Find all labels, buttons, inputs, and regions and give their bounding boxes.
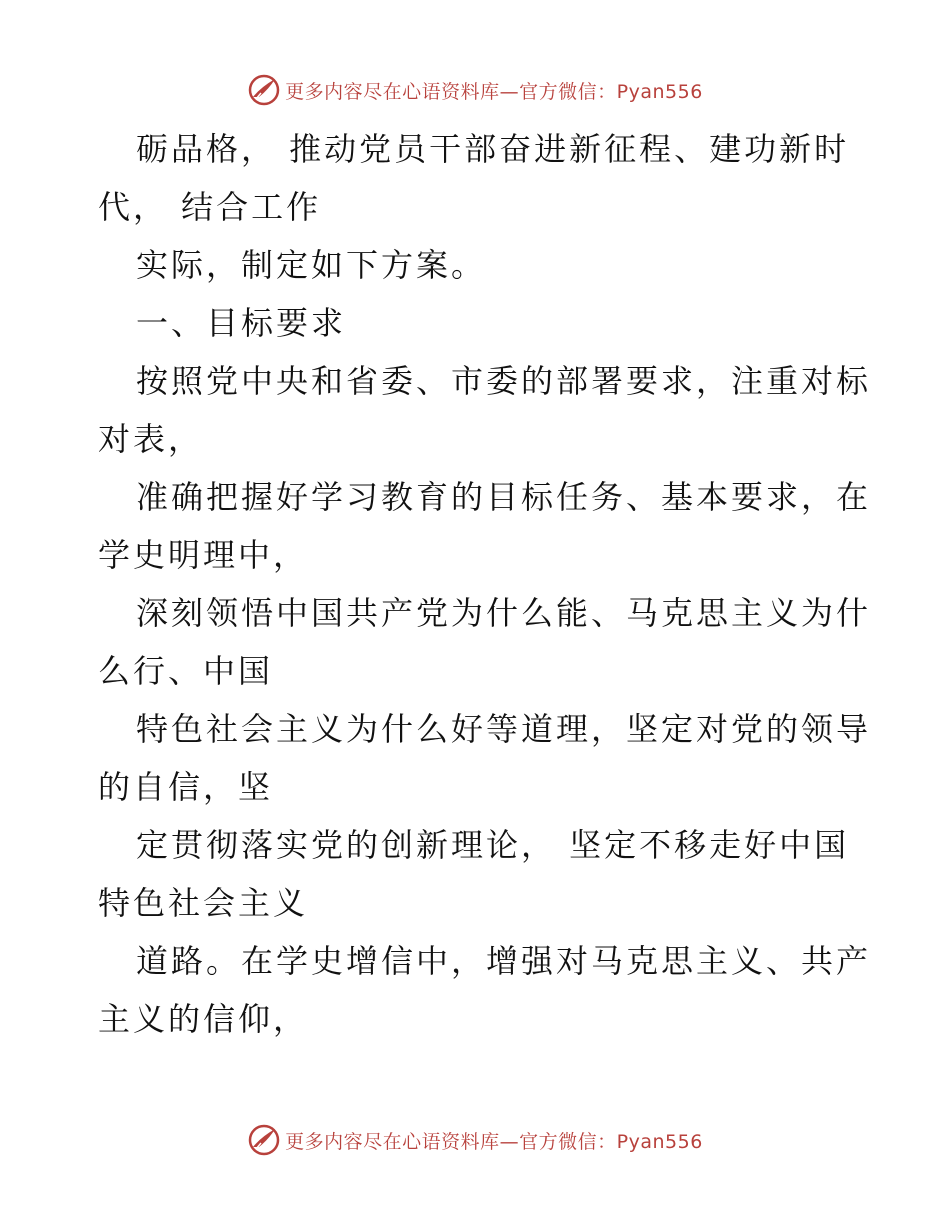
document-body	[98, 120, 872, 1048]
text-line: 实际，制定如下方案。	[136, 246, 487, 284]
text-line: 对表，	[98, 420, 204, 458]
text-line: 定贯彻落实党的创新理论， 坚定不移走好中国	[136, 826, 850, 864]
text-line: 道路。在学史增信中，增强对马克思主义、共产	[136, 942, 872, 980]
text-line: 砺品格， 推动党员干部奋进新征程、建功新时	[136, 130, 850, 168]
text-line: 的自信，坚	[98, 768, 274, 806]
text-line: 特色社会主义	[98, 884, 309, 922]
text-line: 学史明理中，	[98, 536, 309, 574]
section-heading: 一、目标要求	[136, 304, 347, 342]
header-banner-text: 更多内容尽在心语资料库—官方微信：Pyan556	[285, 80, 703, 103]
text-line: 么行、中国	[98, 652, 274, 690]
header-watermark-banner	[0, 70, 950, 110]
quill-logo-icon	[247, 73, 281, 107]
text-line: 准确把握好学习教育的目标任务、基本要求，在	[136, 478, 872, 516]
quill-logo-icon	[247, 1123, 281, 1157]
text-line: 特色社会主义为什么好等道理，坚定对党的领导	[136, 710, 872, 748]
text-line: 按照党中央和省委、市委的部署要求，注重对标	[136, 362, 872, 400]
text-line: 深刻领悟中国共产党为什么能、马克思主义为什	[136, 594, 872, 632]
footer-watermark-banner	[0, 1120, 950, 1160]
text-line: 主义的信仰，	[98, 1000, 309, 1038]
text-line: 代， 结合工作	[98, 188, 322, 226]
footer-banner-text: 更多内容尽在心语资料库—官方微信：Pyan556	[285, 1130, 703, 1153]
